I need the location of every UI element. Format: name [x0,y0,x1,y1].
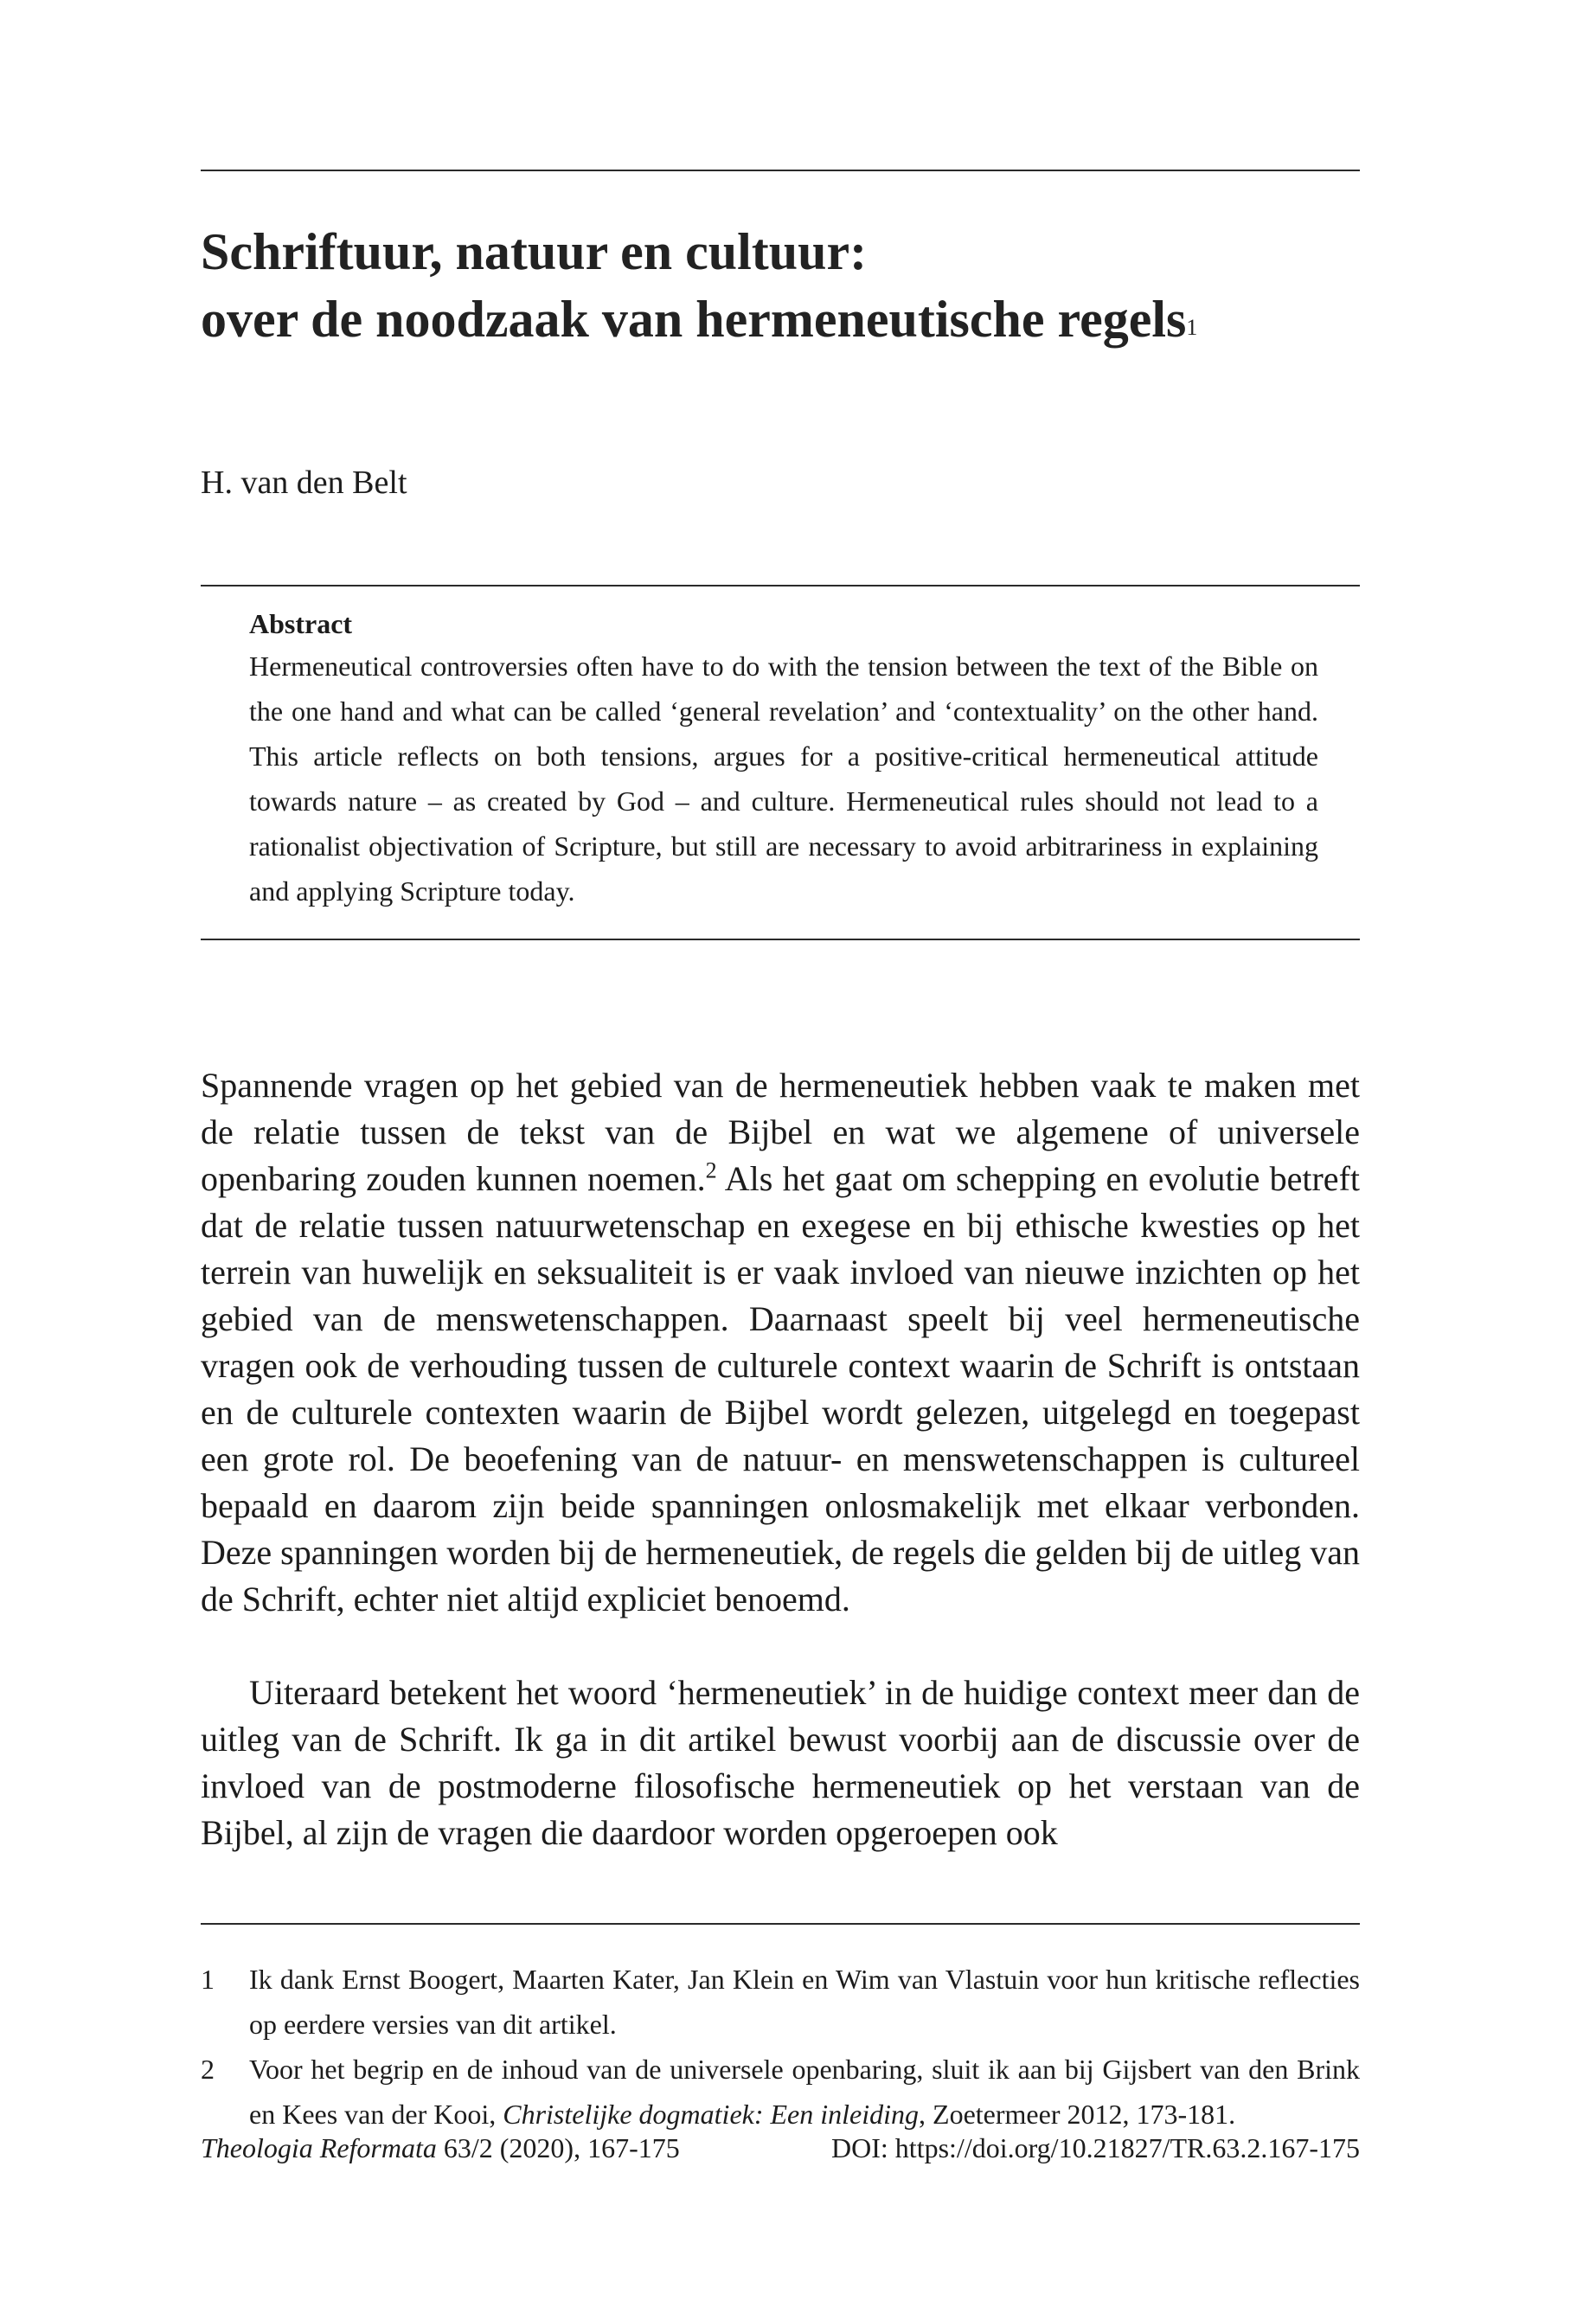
body-paragraph-2: Uiteraard betekent het woord ‘hermeneutiek’ in de huidige context meer dan de uitleg van de Schrift. Ik ga in dit artikel bewust voorbij aan de discussie over de invloed van de postmoderne filosofische hermeneutiek op het verstaan van de Bijbel, al zijn de vragen die daardoor worden opgeroepen ook [201,1673,1360,1852]
para1-text-b: Als het gaat om schepping en evolutie betreft dat de relatie tussen natuurwetenschap en exegese en bij ethische kwesties op het terrein van huwelijk en seksualiteit is er vaak invloed van nieuwe inzichten op het gebied van de menswetenschappen. Daarnaast speelt bij veel hermeneutische vragen ook de verhouding tussen de culturele context waarin de Schrift is ontstaan en de culturele contexten waarin de Bijbel wordt gelezen, uitgelegd en toegepast een grote rol. De beoefening van de natuur- en menswetenschappen is cultureel bepaald en daarom zijn beide spanningen onlosmakelijk met elkaar verbonden. Deze spanningen worden bij de hermeneutiek, de regels die gelden bij de uitleg van de Schrift, echter niet altijd expliciet benoemd. [201,1159,1360,1618]
footnote-1 [201,1957,1360,2047]
para1-text-a: Spannende vragen op het gebied van de hermeneutiek hebben vaak te maken met de relatie tussen de tekst van de Bijbel en wat we algemene of universele openbaring zouden kunnen noemen. [201,1066,1360,1198]
abstract [249,606,1318,913]
top-rule [201,170,1360,171]
footnote-2 [201,2047,1360,2137]
doi-link[interactable]: DOI: https://doi.org/10.21827/TR.63.2.167-175 [831,2132,1360,2163]
footnote-ref-2[interactable]: 2 [705,1157,717,1183]
book-title: Christelijke dogmatiek: Een inleiding [503,2099,920,2130]
body-paragraph-1 [201,1062,1360,1623]
abstract-heading: Abstract [249,608,353,639]
footnote-text [249,2047,1360,2137]
author: H. van den Belt [201,465,407,501]
abstract-text: Hermeneutical controversies often have to do with the tension between the text of the Bible on the one hand and what can be called ‘general revelation’ and ‘contextuality’ on the other hand. This article reflects on both tensions, argues for a positive-critical hermeneutical attitude towards nature – as created by God – and culture. Hermeneutical rules should not lead to a rationalist objectivation of Scripture, but still are necessary to avoid arbitrariness in explaining and applying Scripture today. [249,651,1318,907]
footnote-2-text-after: , Zoetermeer 2012, 173-181. [919,2099,1236,2130]
footnote-number: 1 [201,1964,215,1995]
abstract-bottom-rule [201,939,1360,940]
journal-citation [201,2130,680,2166]
footnote-text: Ik dank Ernst Boogert, Maarten Kater, Jan Klein en Wim van Vlastuin voor hun kritische reflecties op eerdere versies van dit artikel. [249,1964,1360,2040]
abstract-top-rule [201,585,1360,586]
footnote-2-text-before: Voor het begrip en de inhoud van de universele openbaring, sluit ik aan bij Gijsbert van den Brink en Kees van der Kooi, [249,2054,1360,2130]
footnote-number: 2 [201,2054,215,2085]
title-line-1: Schriftuur, natuur en cultuur: [201,223,868,280]
title-line-2: over de noodzaak van hermeneutische regels [201,291,1187,348]
article-title [201,218,1360,363]
title-footnote-mark[interactable]: 1 [1186,315,1198,340]
volume-pages: 63/2 (2020), 167-175 [436,2132,680,2163]
footnote-rule [201,1923,1360,1925]
journal-name: Theologia Reformata [201,2132,437,2163]
page-footer [201,2130,1360,2166]
